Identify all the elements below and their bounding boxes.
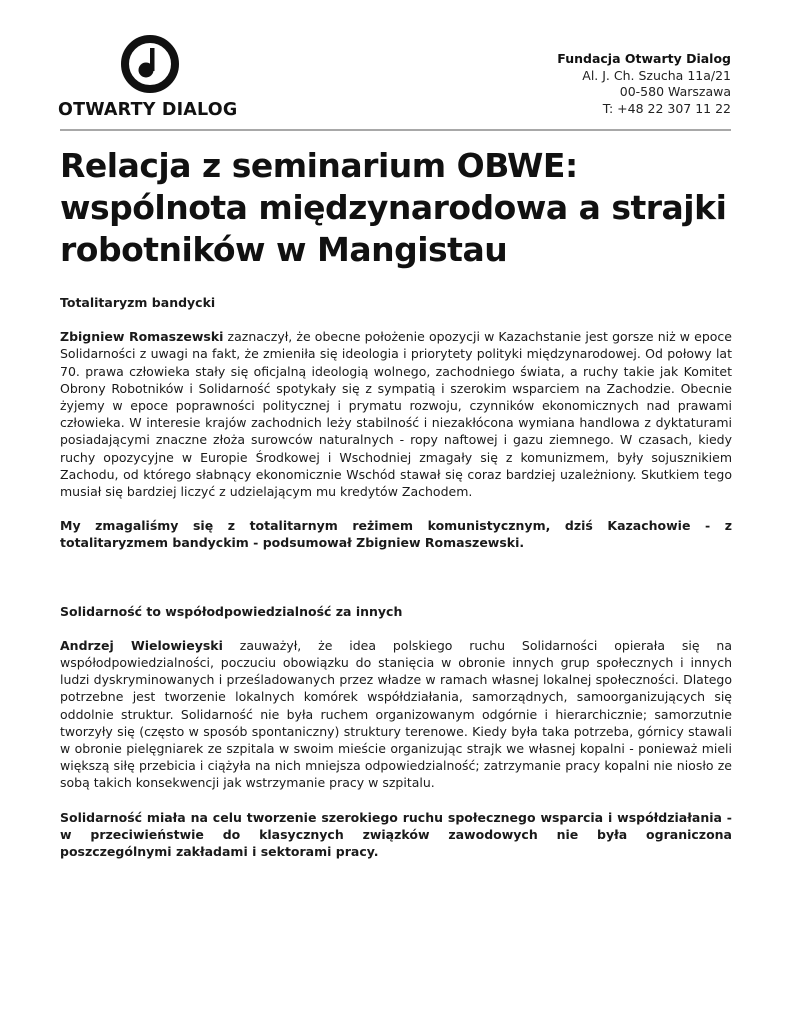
address-organization: Fundacja Otwarty Dialog	[557, 51, 731, 66]
note-in-circle-icon	[120, 34, 180, 94]
paragraph-text: zauważył, że idea polskiego ruchu Solidarności opierała się na współodpowiedzialności, poczuciu obowiązku do stanięcia w obronie innych grup społecznych i innych ludzi dyskryminowanych i prześladowanych przez władze w ramach własnej lokalnej społeczności. Dlatego potrzebne jest tworzenie lokalnych komórek współdziałania, samorządnych, samoorganizujących się oddolnie struktur. Solidarność nie była ruchem organizowanym odgórnie i hierarchicznie; samorzutnie tworzyły się (często w sposób spontaniczny) struktury terenowe. Kiedy była taka potrzeba, górnicy stawali w obronie pielęgniarek ze szpitala w swoim mieście organizując strajk we własnej kopalni - ponieważ mieli większą siłę przebicia i ciążyła na nich mniejsza odpowiedzialność; zatrzymanie pracy kopalni nie niosło ze sobą takich konsekwencji jak wstrzymanie pracy w szpitalu.	[60, 637, 732, 791]
section-summary: Solidarność miała na celu tworzenie szerokiego ruchu społecznego wsparcia i współdziałania - w przeciwieństwie do klasycznych związków zawodowych nie była ograniczona poszczególnymi zakładami i sektorami pracy.	[60, 809, 732, 860]
article-body	[60, 294, 732, 877]
speaker-name: Andrzej Wielowieyski	[60, 637, 223, 653]
header-divider	[60, 129, 731, 131]
section-paragraph	[60, 328, 732, 500]
address-street: Al. J. Ch. Szucha 11a/21	[582, 67, 731, 83]
paragraph-text: zaznaczył, że obecne położenie opozycji w Kazachstanie jest gorsze niż w epoce Solidarności z uwagi na fakt, że zmieniła się ideologia i priorytety polityki międzynarodowej. Od połowy lat 70. prawa człowieka stały się oficjalną ideologią wolnego, zachodniego świata, a ruchy takie jak Komitet Obrony Robotników i Solidarność spotykały się z sympatią i szerokim wsparciem na Zachodzie. Obecnie żyjemy w epoce poprawności politycznej i prymatu rozwoju, czynników ekonomicznych nad prawami człowieka. W interesie krajów zachodnich leży stabilność i niezakłócona wymiana handlowa z dyktaturami posiadającymi znaczne złoża surowców naturalnych - ropy naftowej i gazu ziemnego. W czasach, kiedy ruchy opozycyjne w Europie Środkowej i Wschodniej zmagały się z komunizmem, były sojusznikiem Zachodu, od którego słabnący ekonomicznie Wschód stawał się coraz bardziej uzależniony. Skutkiem tego musiał się bardziej liczyć z udzielającym mu kredytów Zachodem.	[60, 329, 732, 500]
section-quote: My zmagaliśmy się z totalitarnym reżimem komunistycznym, dziś Kazachowie - z totalitaryzmem bandyckim - podsumował Zbigniew Romaszewski.	[60, 518, 732, 551]
speaker-name: Zbigniew Romaszewski	[60, 329, 224, 345]
address-city: 00-580 Warszawa	[619, 84, 731, 99]
section-spacer	[60, 569, 732, 603]
page-title: Relacja z seminarium OBWE: wspólnota międzynarodowa a strajki robotników w Mangistau	[60, 146, 727, 269]
section-paragraph	[60, 637, 732, 792]
section-heading: Totalitaryzm bandycki	[60, 295, 216, 310]
address-phone: T: +48 22 307 11 22	[602, 100, 731, 116]
logo-text: OTWARTY DIALOG	[58, 100, 238, 120]
logo	[58, 34, 248, 124]
address-block	[557, 51, 731, 117]
section-heading: Solidarność to współodpowiedzialność za innych	[60, 603, 403, 619]
